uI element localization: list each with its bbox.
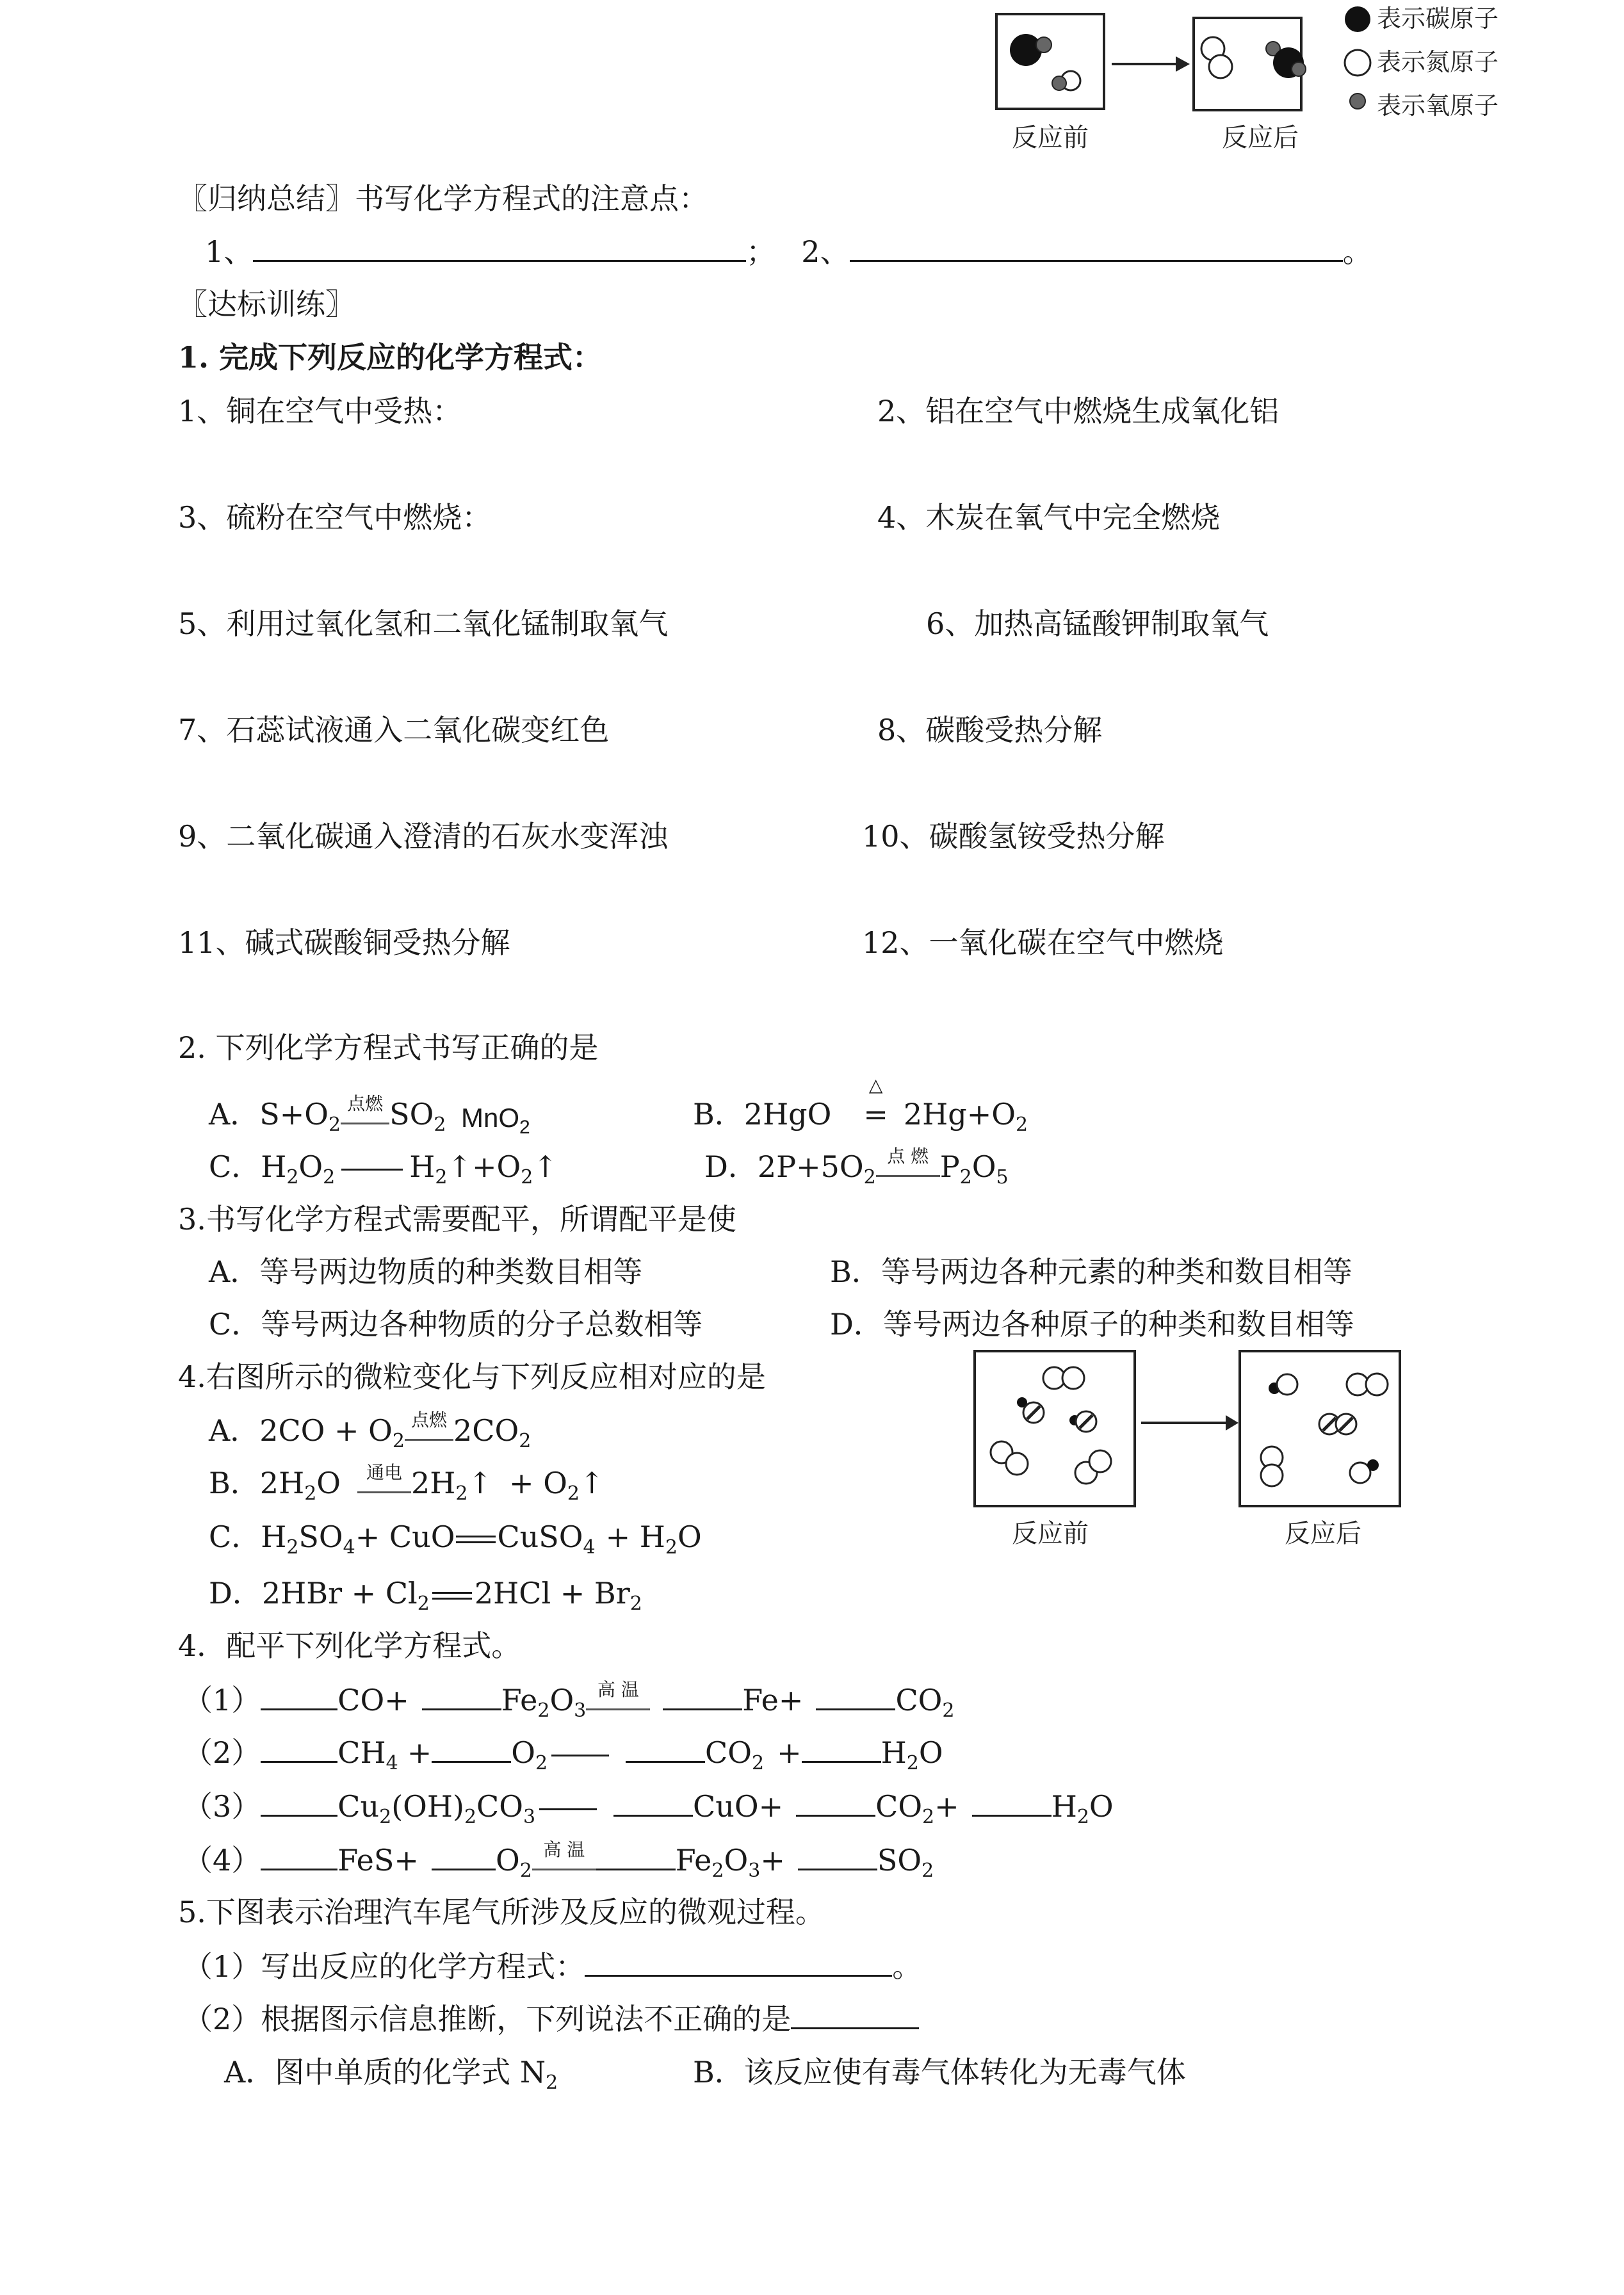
balance-line-1: （1） $CO+ Fe_2O_3$ 高 温 $Fe+ CO_2$ [183,1679,955,1722]
oxygen-atom [1036,37,1052,53]
particle [1367,1459,1379,1471]
summary-end: 。 [1342,234,1372,269]
arrow-head [1176,56,1190,72]
q4-after-label: 反应后 [1285,1520,1361,1548]
carbon-legend-dot [1345,6,1370,32]
q6-part-1: （1）写出反应的化学方程式： 。 [183,1947,922,1986]
q4-title: 4.右图所示的微粒变化与下列反应相对应的是 [178,1359,766,1394]
q3-option-d: D．等号两边各种原子的种类和数目相等 [830,1307,1354,1342]
nitrogen-legend-dot [1345,50,1370,76]
blank[interactable] [596,1840,676,1870]
blank[interactable] [798,1840,877,1870]
before-label: 反应前 [1012,124,1089,152]
carbon-atom [1010,34,1042,66]
q1-title: 1. 完成下列反应的化学方程式： [178,340,603,375]
blank[interactable] [432,1733,511,1763]
oxygen-legend-dot [1350,93,1365,109]
particle [1261,1464,1283,1486]
q2-option-b: B．2HgO △ = $2Hg+O_2$ [693,1075,1028,1136]
q1-item-6: 6、加热高锰酸钾制取氧气 [926,606,1269,641]
q1-item-8: 8、碳酸受热分解 [877,713,1103,747]
balance-line-3: （3） $Cu_2(OH)_2CO_3$ $CuO+ CO_2+ H_2O$ [183,1787,1114,1826]
q1-item-3: 3、硫粉在空气中燃烧： [178,500,492,535]
q1-item-1: 1、铜在空气中受热： [178,394,462,428]
summary-blank-2[interactable] [850,232,1343,262]
q4-particle-figure [967,1338,1415,1562]
q4-option-b: B．$2H_2O$ 通电 $2H_2↑$ + $O_2↑$ [209,1462,605,1505]
top-reaction-figure [986,0,1511,160]
q1-item-5: 5、利用过氧化氢和二氧化锰制取氧气 [178,606,669,641]
q6-blank-1[interactable] [585,1947,892,1977]
q3-option-a: A．等号两边物质的种类数目相等 [209,1254,643,1289]
q1-item-7: 7、石蕊试液通入二氧化碳变红色 [178,713,610,747]
q3-option-c: C．等号两边各种物质的分子总数相等 [209,1307,703,1342]
blank[interactable] [663,1680,742,1710]
before-box [996,14,1104,109]
balance-title: 4．配平下列化学方程式。 [178,1628,521,1663]
nitrogen-atom [1209,55,1232,78]
q2-mno2-label: MnO$_2$ [461,1103,530,1138]
q1-item-10: 10、碳酸氢铵受热分解 [862,819,1165,854]
oxygen-atom [1052,76,1066,90]
blank[interactable] [261,1787,337,1817]
q1-item-4: 4、木炭在氧气中完全燃烧 [877,500,1221,535]
q1-item-12: 12、一氧化碳在空气中燃烧 [862,925,1224,960]
legend-oxygen: 表示氧原子 [1377,93,1499,120]
q6-title: 5.下图表示治理汽车尾气所涉及反应的微观过程。 [178,1895,825,1929]
summary-items [205,232,1372,271]
legend-carbon: 表示碳原子 [1377,6,1499,33]
blank[interactable] [261,1680,337,1710]
particle [1006,1453,1028,1475]
balance-line-2: （2） $CH_4 + O_2$ $CO_2 + H_2O$ [183,1733,943,1772]
q6-blank-2[interactable] [791,1999,919,2029]
summary-item1-label: 1、 [205,234,254,269]
particle [1062,1367,1084,1389]
q2-option-d: D．$2P+5O_2$ 点 燃 $P_2O_5$ [704,1146,1009,1188]
summary-sep: ； [746,234,776,269]
blank[interactable] [613,1787,693,1817]
q2-option-c: C．$H_2O_2$ $H_2↑+O_2↑$ [209,1149,558,1188]
q6-option-a: A．图中单质的化学式 $N_2$ [224,2055,558,2094]
q4-arrow-head [1226,1415,1238,1431]
blank[interactable] [261,1840,337,1870]
blank[interactable] [422,1680,501,1710]
particle [1089,1450,1111,1472]
blank[interactable] [432,1840,496,1870]
q1-item-2: 2、铝在空气中燃烧生成氧化铝 [877,394,1279,428]
blank[interactable] [626,1733,705,1763]
q4-option-d: D．$2HBr + Cl_2$ $2HCl + Br_2$ [209,1576,642,1615]
q2-option-a: A．$S+O_2$ 点燃 $SO_2$ [209,1093,446,1136]
practice-heading: 〖达标训练〗 [178,287,355,321]
blank[interactable] [261,1733,337,1763]
q6-option-b: B．该反应使有毒气体转化为无毒气体 [693,2055,1186,2089]
blank[interactable] [796,1787,875,1817]
blank[interactable] [816,1680,895,1710]
q2-title: 2. 下列化学方程式书写正确的是 [178,1030,599,1065]
particle [1277,1374,1297,1395]
q3-title: 3.书写化学方程式需要配平，所谓配平是使 [178,1202,736,1237]
summary-blank-1[interactable] [253,232,746,262]
summary-item2-label: 2、 [801,234,850,269]
summary-heading: 〖归纳总结〗书写化学方程式的注意点： [178,181,708,216]
blank[interactable] [972,1787,1052,1817]
legend-nitrogen: 表示氮原子 [1377,49,1499,76]
q4-option-c: C．$H_2SO_4+$ CuO CuSO$_4$ + $H_2O$ [209,1520,702,1559]
balance-line-4: （4） $FeS+ O_2$ 高 温 $Fe_2O_3+ SO_2$ [183,1839,934,1882]
oxygen-atom [1292,62,1306,76]
particle [1366,1374,1388,1395]
q1-item-11: 11、碱式碳酸铜受热分解 [178,925,510,960]
q6-part-2: （2）根据图示信息推断，下列说法不正确的是 [183,1999,919,2038]
q4-option-a: A．$2CO + O_2$ 点燃 $2CO_2$ [209,1409,532,1452]
after-label: 反应后 [1222,124,1299,152]
q3-option-b: B．等号两边各种元素的种类和数目相等 [830,1254,1352,1289]
q4-before-label: 反应前 [1012,1520,1089,1548]
q1-item-9: 9、二氧化碳通入澄清的石灰水变浑浊 [178,819,669,854]
blank[interactable] [802,1733,881,1763]
